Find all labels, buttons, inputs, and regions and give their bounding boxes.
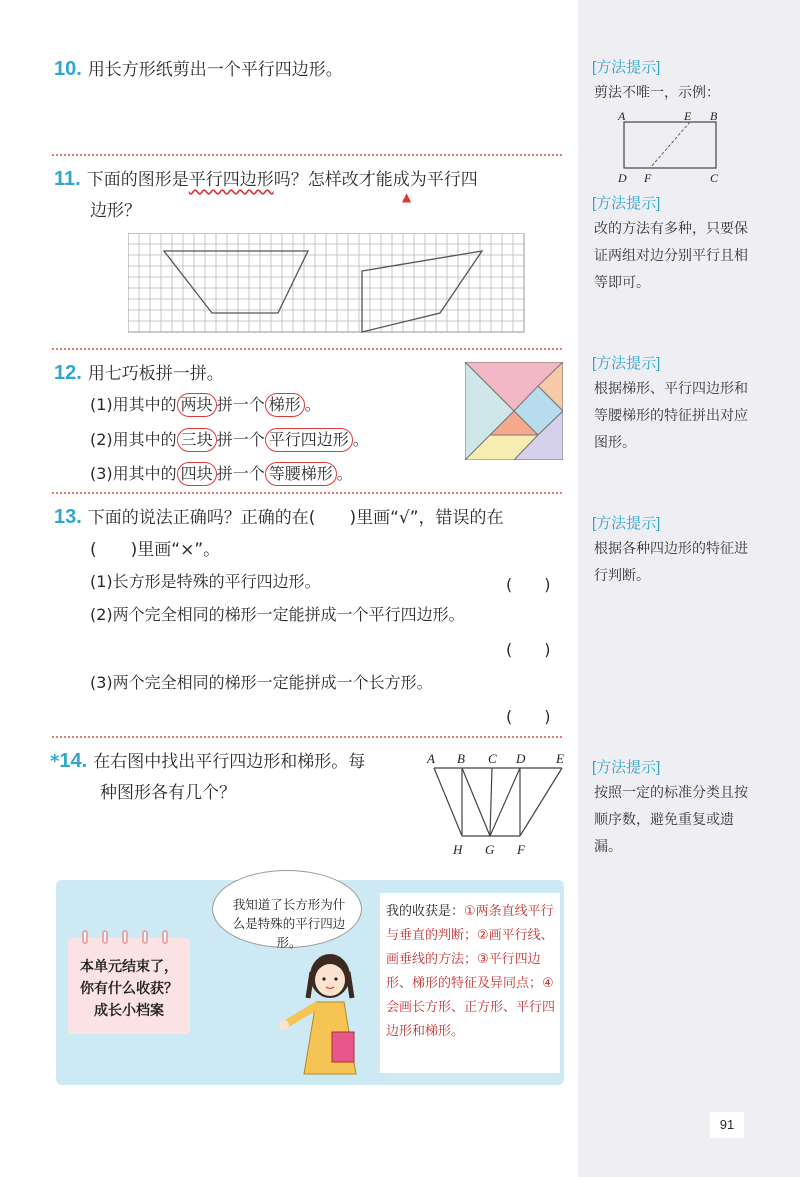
label-h: H xyxy=(453,842,463,857)
question-number: 10. xyxy=(54,58,82,80)
question-number: 11. xyxy=(54,168,81,190)
item-text: 。 xyxy=(352,430,369,449)
card-text xyxy=(68,956,190,1022)
label-a: A xyxy=(618,110,626,123)
question-text: 吗？怎样 xyxy=(273,170,342,190)
quadrilateral-shape xyxy=(362,251,482,332)
geometry-figure-14 xyxy=(420,748,570,860)
tip-body: 改的方法有多种，只要保证两组对边分别平行且相等即可。 xyxy=(594,221,748,291)
harvest-text xyxy=(386,900,558,1044)
question-12 xyxy=(54,360,224,387)
label-d: D xyxy=(618,171,627,184)
question-14-line2: 种图形各有几个？ xyxy=(100,783,236,803)
tip-body: 按照一定的标准分类且按顺序数，避免重复或遗漏。 xyxy=(594,785,748,855)
answer-blank[interactable]: ( ) xyxy=(506,707,551,726)
label-g: G xyxy=(485,842,495,857)
card-line: 本单元结束了， xyxy=(80,959,178,975)
binder-ring-icon xyxy=(162,930,168,944)
question-text: 才能成为平行四 xyxy=(358,170,478,190)
q12-item-2 xyxy=(90,428,369,452)
grid-figure xyxy=(128,233,528,338)
tip-heading: [方法提示] xyxy=(592,355,661,372)
circled-answer: 梯形 xyxy=(265,393,305,417)
question-number: 13. xyxy=(54,506,82,528)
item-text: (3)用其中的 xyxy=(90,464,177,483)
question-text: 用七巧板拼一拼。 xyxy=(87,364,224,384)
item-text: (2)用其中的 xyxy=(90,430,177,449)
label-b: B xyxy=(457,751,465,766)
divider xyxy=(52,154,562,156)
tangram-figure xyxy=(465,362,563,460)
binder-ring-icon xyxy=(142,930,148,944)
question-11 xyxy=(54,166,478,193)
item-text: (1)用其中的 xyxy=(90,395,177,414)
cut-example-figure xyxy=(614,110,726,184)
tip-body: 根据各种四边形的特征进行判断。 xyxy=(594,541,748,584)
question-text: 用长方形纸剪出一个平行四边形。 xyxy=(87,60,343,80)
circled-answer: 四块 xyxy=(177,462,217,486)
harvest-heading: 我的收获是： xyxy=(386,904,465,919)
divider xyxy=(52,736,562,738)
harvest-body: ①两条直线平行与垂直的判断；②画平行线、画垂线的方法；③平行四边形、梯形的特征及异同点；④会画长方形、正方形、平行四边形和梯形。 xyxy=(386,904,556,1039)
q12-item-3 xyxy=(90,462,353,486)
page-number: 91 xyxy=(710,1112,744,1138)
tip-heading: [方法提示] xyxy=(592,195,661,212)
caret-mark-icon: ▲ xyxy=(402,190,412,204)
label-f: F xyxy=(644,171,652,184)
q13-item-2: (2)两个完全相同的梯形一定能拼成一个平行四边形。 xyxy=(90,605,465,624)
circled-answer: 等腰梯形 xyxy=(265,462,337,486)
label-e: E xyxy=(684,110,692,123)
divider xyxy=(52,348,562,350)
circled-answer: 两块 xyxy=(177,393,217,417)
label-f: F xyxy=(517,842,525,857)
item-text: 拼一个 xyxy=(216,430,265,449)
tip-heading: [方法提示] xyxy=(592,515,661,532)
girl-illustration xyxy=(272,946,382,1086)
speech-bubble-text: 我知道了长方形为什么是特殊的平行四边形。 xyxy=(232,897,346,950)
divider xyxy=(52,492,562,494)
item-text: 。 xyxy=(336,464,353,483)
tip-body: 根据梯形、平行四边形和等腰梯形的特征拼出对应图形。 xyxy=(594,381,748,451)
circled-answer: 平行四边形 xyxy=(265,428,353,452)
tip-heading: [方法提示] xyxy=(592,59,661,76)
question-13 xyxy=(54,504,504,531)
trapezoid-shape xyxy=(164,251,308,313)
item-text: 拼一个 xyxy=(216,395,265,414)
card-line: 你有什么收获？ xyxy=(80,981,178,997)
label-a: A xyxy=(427,751,435,766)
question-10 xyxy=(54,56,343,83)
card-line: 成长小档案 xyxy=(94,1003,164,1019)
binder-ring-icon xyxy=(82,930,88,944)
circled-answer: 三块 xyxy=(177,428,217,452)
label-d: D xyxy=(516,751,526,766)
tip-heading: [方法提示] xyxy=(592,759,661,776)
question-number: 14. xyxy=(59,750,88,772)
question-number: 12. xyxy=(54,362,82,384)
key-character: 改 xyxy=(341,170,359,190)
question-text: 下面的图形是 xyxy=(86,170,189,190)
tip-body: 剪法不唯一，示例： xyxy=(594,85,720,101)
binder-ring-icon xyxy=(122,930,128,944)
question-14 xyxy=(50,748,365,775)
q12-item-1 xyxy=(90,393,321,417)
growth-archive-card xyxy=(68,938,190,1034)
answer-blank[interactable]: ( ) xyxy=(506,640,551,659)
label-b: B xyxy=(710,110,718,123)
answer-blank[interactable]: ( ) xyxy=(506,575,551,594)
optional-star: * xyxy=(50,751,60,772)
q13-item-3: (3)两个完全相同的梯形一定能拼成一个长方形。 xyxy=(90,673,433,692)
question-13-line2: ( )里画“×”。 xyxy=(90,540,221,560)
label-c: C xyxy=(488,751,497,766)
question-11-line2: 边形？ xyxy=(90,201,141,221)
binder-ring-icon xyxy=(102,930,108,944)
item-text: 。 xyxy=(304,395,321,414)
question-text: 下面的说法正确吗？正确的在( )里画“√”，错误的在 xyxy=(87,508,504,528)
wavy-marked-text: 平行四边形 xyxy=(188,170,274,190)
question-text: 在右图中找出平行四边形和梯形。每 xyxy=(93,752,366,772)
label-c: C xyxy=(710,171,719,184)
item-text: 拼一个 xyxy=(216,464,265,483)
q13-item-1: (1)长方形是特殊的平行四边形。 xyxy=(90,572,321,591)
label-e: E xyxy=(556,751,564,766)
